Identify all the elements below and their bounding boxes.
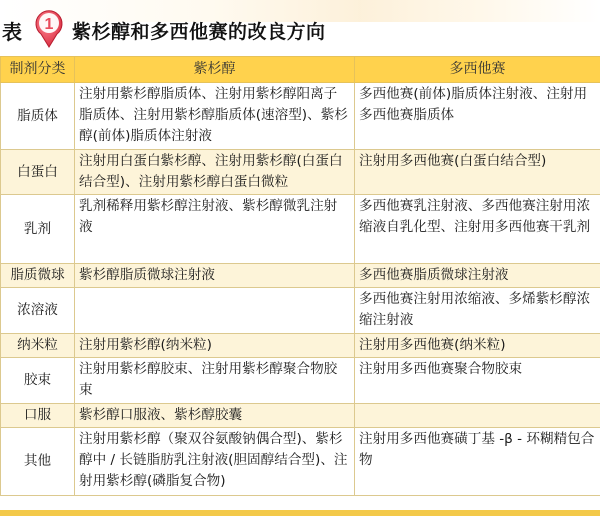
- cell-docetaxel: 注射用多西他赛聚合物胶束: [355, 358, 600, 404]
- table-row: [1, 195, 600, 264]
- cell-paclitaxel: 紫杉醇口服液、紫杉醇胶囊: [75, 404, 355, 428]
- cell-category: 口服: [1, 404, 75, 428]
- cell-paclitaxel: 注射用白蛋白紫杉醇、注射用紫杉醇(白蛋白结合型)、注射用紫杉醇白蛋白微粒: [75, 150, 355, 195]
- table-caption: [0, 10, 600, 54]
- table-row: [1, 264, 600, 288]
- table-title: 紫杉醇和多西他赛的改良方向: [72, 21, 326, 43]
- cell-category: 脂质微球: [1, 264, 75, 288]
- table-row: [1, 428, 600, 496]
- cell-docetaxel: 注射用多西他赛(白蛋白结合型): [355, 150, 600, 195]
- column-header-docetaxel: 多西他赛: [355, 57, 600, 83]
- column-header-paclitaxel: 紫杉醇: [75, 57, 355, 83]
- table-row: [1, 83, 600, 150]
- table-row: [1, 358, 600, 404]
- table-row: [1, 288, 600, 334]
- cell-paclitaxel: 注射用紫杉醇脂质体、注射用紫杉醇阳离子脂质体、注射用紫杉醇脂质体(速溶型)、紫杉醇(前体)脂质体注射液: [75, 83, 355, 150]
- cell-docetaxel: 注射用多西他赛磺丁基 -β - 环糊精包合物: [355, 428, 600, 496]
- cell-docetaxel: [355, 404, 600, 428]
- bottom-accent-bar: [0, 510, 600, 516]
- cell-paclitaxel: 注射用紫杉醇（聚双谷氨酸钠偶合型)、紫杉醇中 / 长链脂肪乳注射液(胆固醇结合型)、注射用紫杉醇(磷脂复合物): [75, 428, 355, 496]
- table-prefix: 表: [2, 20, 22, 44]
- cell-paclitaxel: 乳剂稀释用紫杉醇注射液、紫杉醇微乳注射液: [75, 195, 355, 264]
- cell-paclitaxel: 注射用紫杉醇(纳米粒): [75, 334, 355, 358]
- number-badge-icon: [32, 8, 66, 48]
- table-row: [1, 150, 600, 195]
- cell-paclitaxel: 注射用紫杉醇胶束、注射用紫杉醇聚合物胶束: [75, 358, 355, 404]
- cell-category: 脂质体: [1, 83, 75, 150]
- cell-category: 浓溶液: [1, 288, 75, 334]
- cell-category: 胶束: [1, 358, 75, 404]
- column-header-category: 制剂分类: [1, 57, 75, 83]
- table-header-row: [1, 57, 600, 83]
- badge-number: 1: [44, 16, 54, 33]
- cell-docetaxel: 多西他赛乳注射液、多西他赛注射用浓缩液自乳化型、注射用多西他赛干乳剂: [355, 195, 600, 264]
- cell-category: 白蛋白: [1, 150, 75, 195]
- cell-paclitaxel: [75, 288, 355, 334]
- cell-docetaxel: 多西他赛注射用浓缩液、多烯紫杉醇浓缩注射液: [355, 288, 600, 334]
- cell-docetaxel: 多西他赛脂质微球注射液: [355, 264, 600, 288]
- cell-category: 纳米粒: [1, 334, 75, 358]
- cell-category: 乳剂: [1, 195, 75, 264]
- cell-paclitaxel: 紫杉醇脂质微球注射液: [75, 264, 355, 288]
- cell-docetaxel: 多西他赛(前体)脂质体注射液、注射用多西他赛脂质体: [355, 83, 600, 150]
- cell-docetaxel: 注射用多西他赛(纳米粒): [355, 334, 600, 358]
- formulation-table: [0, 56, 600, 496]
- table-row: [1, 404, 600, 428]
- table-row: [1, 334, 600, 358]
- cell-category: 其他: [1, 428, 75, 496]
